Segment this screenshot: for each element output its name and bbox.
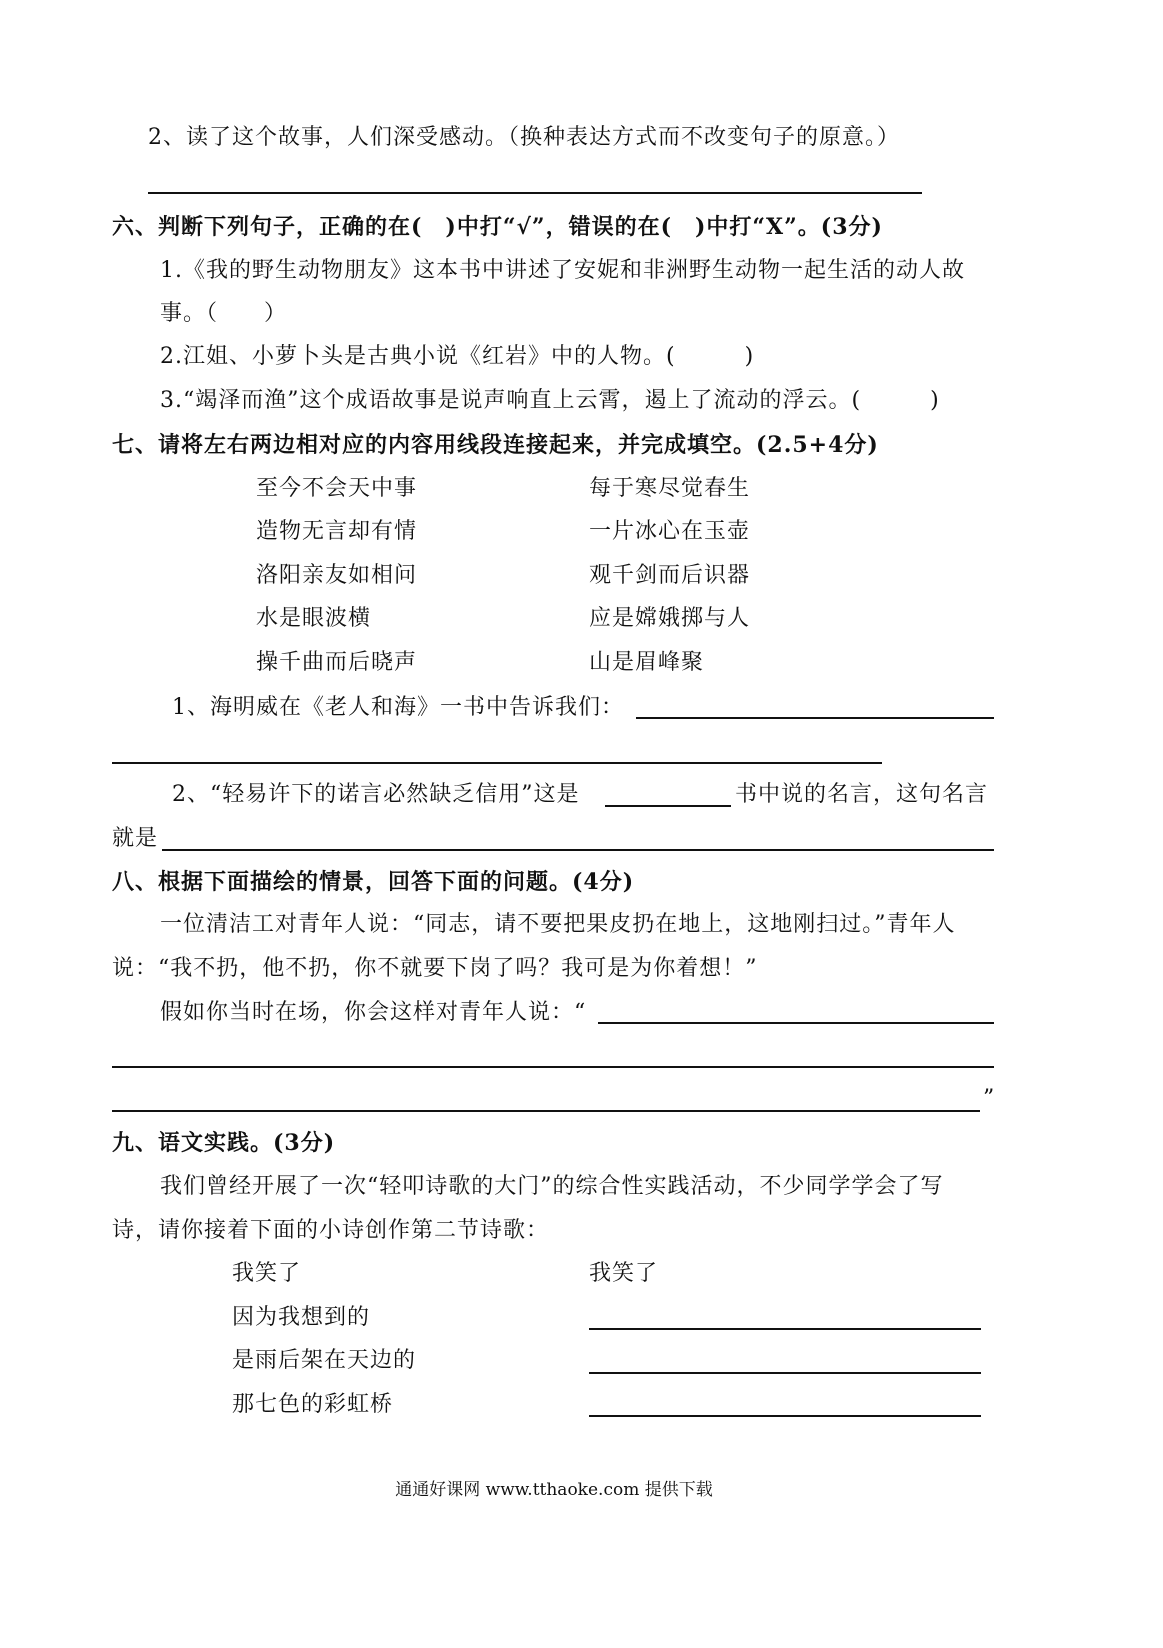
q5-item-2: 2、读了这个故事，人们深受感动。（换种表达方式而不改变句子的原意。） (148, 125, 900, 150)
poem2-first-line: 我笑了 (589, 1261, 659, 1286)
poem-line: 我笑了 (232, 1261, 302, 1286)
poem-line: 是雨后架在天边的 (232, 1348, 417, 1373)
match-right-item[interactable]: 观千剑而后识器 (589, 563, 751, 588)
q8-answer-line-1[interactable] (598, 1022, 994, 1024)
match-right-item[interactable]: 山是眉峰聚 (589, 650, 705, 675)
match-left-item[interactable]: 洛阳亲友如相问 (256, 563, 418, 588)
match-left-item[interactable]: 至今不会天中事 (256, 476, 418, 501)
q9-heading: 九、语文实践。(3分) (112, 1130, 336, 1156)
poem-line: 那七色的彩虹桥 (232, 1392, 394, 1417)
match-right-item[interactable]: 应是嫦娥掷与人 (589, 606, 751, 631)
q6-item-3: 3.“竭泽而渔”这个成语故事是说声响直上云霄，遏上了流动的浮云。( ) (160, 388, 940, 413)
q8-paragraph-line-2: 说：“我不扔，他不扔，你不就要下岗了吗？我可是为你着想！” (112, 956, 758, 981)
q7-fill-1-blank[interactable] (636, 717, 994, 719)
q8-heading: 八、根据下面描绘的情景，回答下面的问题。(4分) (112, 869, 635, 895)
q7-fill-2-prompt-end: 就是 (112, 826, 159, 851)
q6-item-2: 2.江姐、小萝卜头是古典小说《红岩》中的人物。( ) (160, 344, 755, 369)
q6-item-1-line-2: 事。（ ） (160, 301, 288, 326)
poem2-answer-line[interactable] (589, 1372, 981, 1374)
q7-fill-2-prompt-cont: 书中说的名言，这句名言 (735, 782, 989, 807)
match-right-item[interactable]: 每于寒尽觉春生 (589, 476, 751, 501)
match-left-item[interactable]: 操千曲而后晓声 (256, 650, 418, 675)
q6-heading: 六、判断下列句子，正确的在( )中打“√”，错误的在( )中打“X”。(3分) (112, 214, 883, 240)
poem2-answer-line[interactable] (589, 1415, 981, 1417)
q8-answer-line-2[interactable] (112, 1066, 994, 1068)
q5-answer-line[interactable] (148, 192, 922, 194)
match-right-item[interactable]: 一片冰心在玉壶 (589, 519, 751, 544)
q7-fill-1-blank-line-2[interactable] (112, 762, 882, 764)
q8-close-quote: ” (983, 1086, 996, 1111)
match-left-item[interactable]: 造物无言却有情 (256, 519, 418, 544)
q9-paragraph-line-1: 我们曾经开展了一次“轻叩诗歌的大门”的综合性实践活动，不少同学学会了写 (160, 1174, 944, 1199)
q7-heading: 七、请将左右两边相对应的内容用线段连接起来，并完成填空。(2.5+4分) (112, 432, 879, 458)
footer-credit: 通通好课网 www.tthaoke.com 提供下载 (395, 1480, 713, 1500)
q6-item-1-line-1: 1.《我的野生动物朋友》这本书中讲述了安妮和非洲野生动物一起生活的动人故 (160, 258, 965, 283)
q7-fill-1-prompt: 1、海明威在《老人和海》一书中告诉我们： (172, 695, 624, 720)
q8-answer-line-3[interactable] (112, 1110, 980, 1112)
q7-fill-2-prompt: 2、“轻易许下的诺言必然缺乏信用”这是 (172, 782, 580, 807)
q7-fill-2-book-blank[interactable] (605, 805, 731, 807)
match-left-item[interactable]: 水是眼波横 (256, 606, 372, 631)
q8-paragraph-line-1: 一位清洁工对青年人说：“同志，请不要把果皮扔在地上，这地刚扫过。”青年人 (160, 912, 956, 937)
q9-paragraph-line-2: 诗，请你接着下面的小诗创作第二节诗歌： (112, 1218, 550, 1243)
q7-fill-2-answer-blank[interactable] (162, 849, 994, 851)
q8-prompt: 假如你当时在场，你会这样对青年人说：“ (160, 1000, 587, 1025)
poem-line: 因为我想到的 (232, 1305, 371, 1330)
poem2-answer-line[interactable] (589, 1328, 981, 1330)
